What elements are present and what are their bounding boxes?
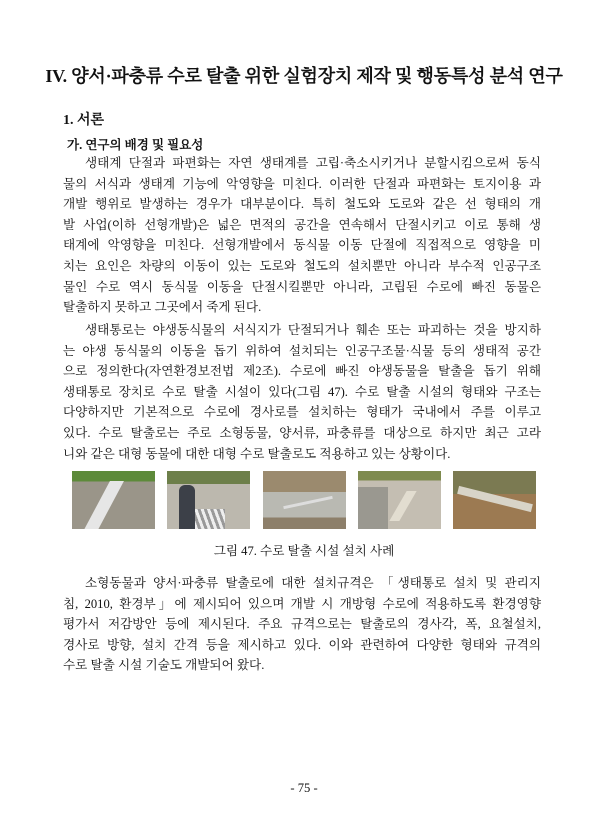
text-line: 는 야생 동식물의 이동을 돕기 위하여 설치되는 인공구조물·식물 등의 생태적 공간 bbox=[63, 343, 541, 358]
figure-47-photos bbox=[72, 471, 536, 531]
paragraph-3 bbox=[63, 573, 541, 676]
text-line: 있다. 수로 탈출로는 주로 소형동물, 양서류, 파충류를 대상으로 하지만 최근 고라 bbox=[63, 425, 541, 440]
paragraph-2 bbox=[63, 320, 541, 464]
text-line: 물인 수로 역시 동식물 이동을 단절시킬뿐만 아니라, 고립된 수로에 빠진 동물은 bbox=[63, 279, 541, 294]
photo-escape-ramp-2 bbox=[167, 471, 250, 529]
text-line: 경사로 방향, 설치 간격 등을 제시하고 있다. 이와 관련하여 다양한 형태와 규격의 bbox=[63, 637, 541, 652]
text-line: 생태통로 장치로 수로 탈출 시설이 있다(그림 47). 수로 탈출 시설의 형태와 구조는 bbox=[63, 384, 541, 399]
text-line: 니와 같은 대형 동물에 대한 대형 수로 탈출로도 적용하고 있는 상황이다. bbox=[63, 446, 451, 461]
text-line: 다양하지만 기본적으로 수로에 경사로를 설치하는 형태가 국내에서 주를 이루고 bbox=[63, 405, 541, 420]
photo-escape-ramp-1 bbox=[72, 471, 155, 529]
text-line: 수로 탈출 시설 기술도 개발되어 왔다. bbox=[63, 658, 265, 673]
subsection-heading: 가. 연구의 배경 및 필요성 bbox=[67, 138, 204, 152]
text-line: 탈출하지 못하고 그곳에서 죽게 된다. bbox=[63, 300, 262, 315]
text-line: 태계에 악영향을 미친다. 선형개발에서 동식물 이동 단절에 직접적으로 영향을 미 bbox=[63, 238, 541, 253]
figure-caption: 그림 47. 수로 탈출 시설 설치 사례 bbox=[213, 544, 395, 558]
text-line: 생태통로는 야생동식물의 서식지가 단절되거나 훼손 또는 파괴하는 것을 방지하 bbox=[85, 323, 541, 337]
text-line: 개발 행위로 발생하는 경우가 대부분이다. 특히 철도와 도로와 같은 선 형태의 개 bbox=[63, 197, 541, 212]
text-line: 침, 2010, 환경부」에 제시되어 있으며 개발 시 개방형 수로에 적용하도록 환경영향 bbox=[63, 596, 541, 611]
text-line: 소형동물과 양서·파충류 탈출로에 대한 설치규격은 「생태통로 설치 및 관리지 bbox=[85, 576, 541, 590]
paragraph-1 bbox=[63, 153, 541, 318]
text-line: 으로 정의한다(자연환경보전법 제2조). 수로에 빠진 야생동물을 탈출을 돕기 위해 bbox=[63, 364, 541, 379]
section-heading: 1. 서론 bbox=[63, 113, 105, 128]
text-line: 물의 서식과 생태계 기능에 악영향을 미친다. 이러한 단절과 파편화는 토지이용 과 bbox=[63, 176, 541, 191]
text-line: 발 사업(이하 선형개발)은 넓은 면적의 공간을 연속해서 단절시키고 이로 통해 생 bbox=[63, 217, 541, 232]
page-number: - 75 - bbox=[290, 781, 318, 795]
text-line: 생태계 단절과 파편화는 자연 생태계를 고립·축소시키거나 분할시킴으로써 동식 bbox=[85, 156, 541, 170]
photo-escape-ramp-4 bbox=[358, 471, 441, 529]
photo-escape-ramp-3 bbox=[263, 471, 346, 529]
text-line: 평가서 저감방안 등에 제시된다. 주요 규격으로는 탈출로의 경사각, 폭, 요철설치, bbox=[63, 617, 541, 632]
photo-escape-ramp-5 bbox=[453, 471, 536, 529]
chapter-title: IV. 양서·파충류 수로 탈출 위한 실험장치 제작 및 행동특성 분석 연구 bbox=[45, 66, 563, 86]
text-line: 치는 요인은 차량의 이동이 있는 도로와 철도의 설치뿐만 아니라 부수적 인공구조 bbox=[63, 258, 541, 273]
